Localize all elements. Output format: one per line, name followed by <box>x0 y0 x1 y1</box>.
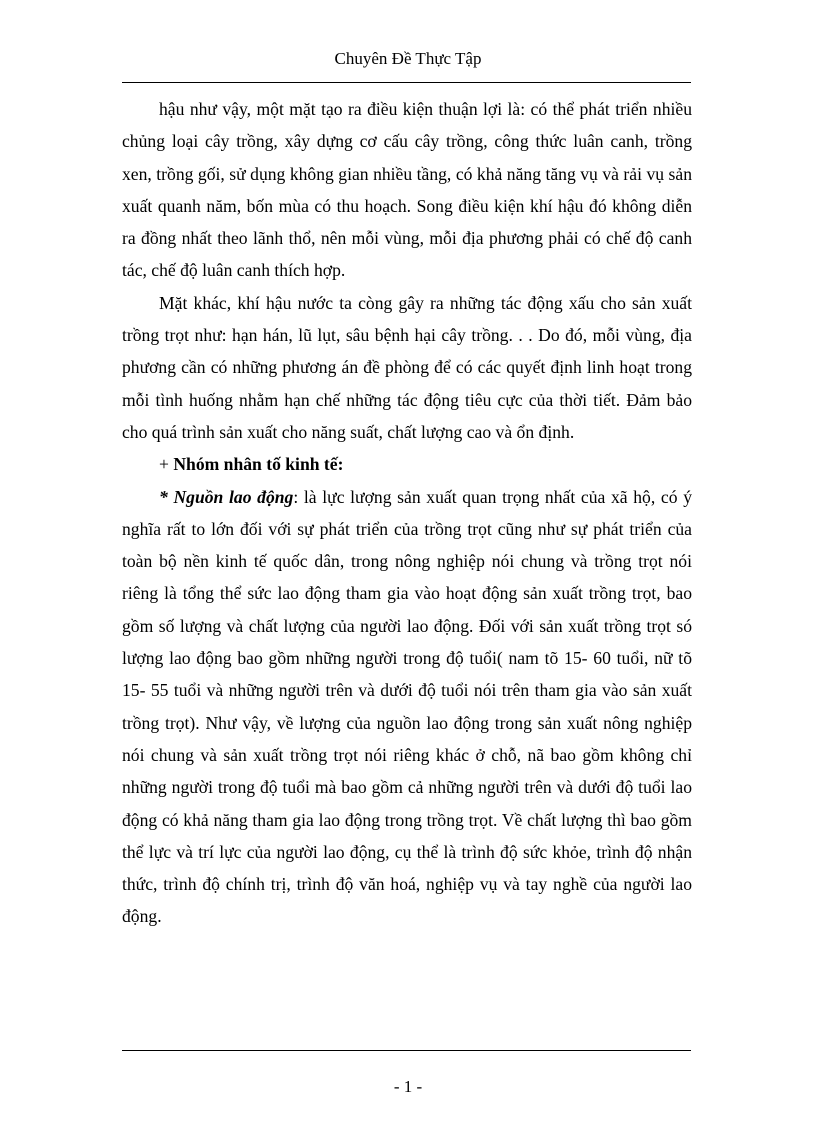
paragraph-climate-advantages: hậu như vậy, một mặt tạo ra điều kiện thuận lợi là: có thể phát triển nhiều chủng loại cây trồng, xây dựng cơ cấu cây trồng, công thức luân canh, trồng xen, trồng gối, sử dụng không gian nhiều tầng, có khả năng tăng vụ và rải vụ sản xuất quanh năm, bốn mùa có thu hoạch. Song điều kiện khí hậu đó không diễn ra đồng nhất theo lãnh thổ, nên mỗi vùng, mỗi địa phương phải có chế độ canh tác, chế độ luân canh thích hợp. <box>122 99 692 281</box>
heading-economic-factors: Nhóm nhân tố kinh tế: <box>173 454 344 475</box>
paragraph-labour-source <box>122 481 692 933</box>
heading-prefix: + <box>159 454 174 475</box>
document-body <box>122 93 692 933</box>
page-number: - 1 - <box>393 1077 423 1096</box>
footer-divider <box>122 1050 691 1051</box>
labour-source-label: * Nguồn lao động <box>159 486 294 507</box>
header-divider <box>122 82 691 83</box>
paragraph-climate-negatives: Mặt khác, khí hậu nước ta còng gây ra những tác động xấu cho sản xuất trồng trọt như: hạn hán, lũ lụt, sâu bệnh hại cây trồng. . . Do đó, mỗi vùng, địa phương cần có những phương án đề phòng để có các quyết định linh hoạt trong mỗi tình huống nhằm hạn chế những tác động tiêu cực của thời tiết. Đảm bảo cho quá trình sản xuất cho năng suất, chất lượng cao và ổn định. <box>122 292 692 442</box>
section-heading <box>122 448 692 480</box>
labour-source-text: : là lực lượng sản xuất quan trọng nhất của xã hộ, có ý nghĩa rất to lớn đối với sự phát triển của trồng trọt cũng như sự phát triển của toàn bộ nền kinh tế quốc dân, trong nông nghiệp nói chung và trồng trọt nói riêng là tổng thể sức lao động tham gia vào hoạt động sản xuất trồng trọt, bao gồm số lượng và chất lượng của người lao động. Đối với sản xuất trồng trọt só lượng lao động bao gồm những người trong độ tuổi( nam tõ 15- 60 tuổi, nữ tõ 15- 55 tuổi và những người trên và dưới độ tuổi nói trên tham gia vào sản xuất trồng trọt). Như vậy, về lượng của nguồn lao động trong sản xuất nông nghiệp nói chung và sản xuất trồng trọt nói riêng khác ở chỗ, nã bao gồm không chỉ những người trong độ tuổi mà bao gồm cả những người trên và dưới độ tuổi lao động có khả năng tham gia lao động trong trồng trọt. Về chất lượng thì bao gồm thể lực và trí lực của người lao động, cụ thể là trình độ sức khỏe, trình độ nhận thức, trình độ chính trị, trình độ văn hoá, nghiệp vụ và tay nghề của người lao động. <box>122 486 692 927</box>
page-header-title: Chuyên Đề Thực Tập <box>334 49 482 68</box>
